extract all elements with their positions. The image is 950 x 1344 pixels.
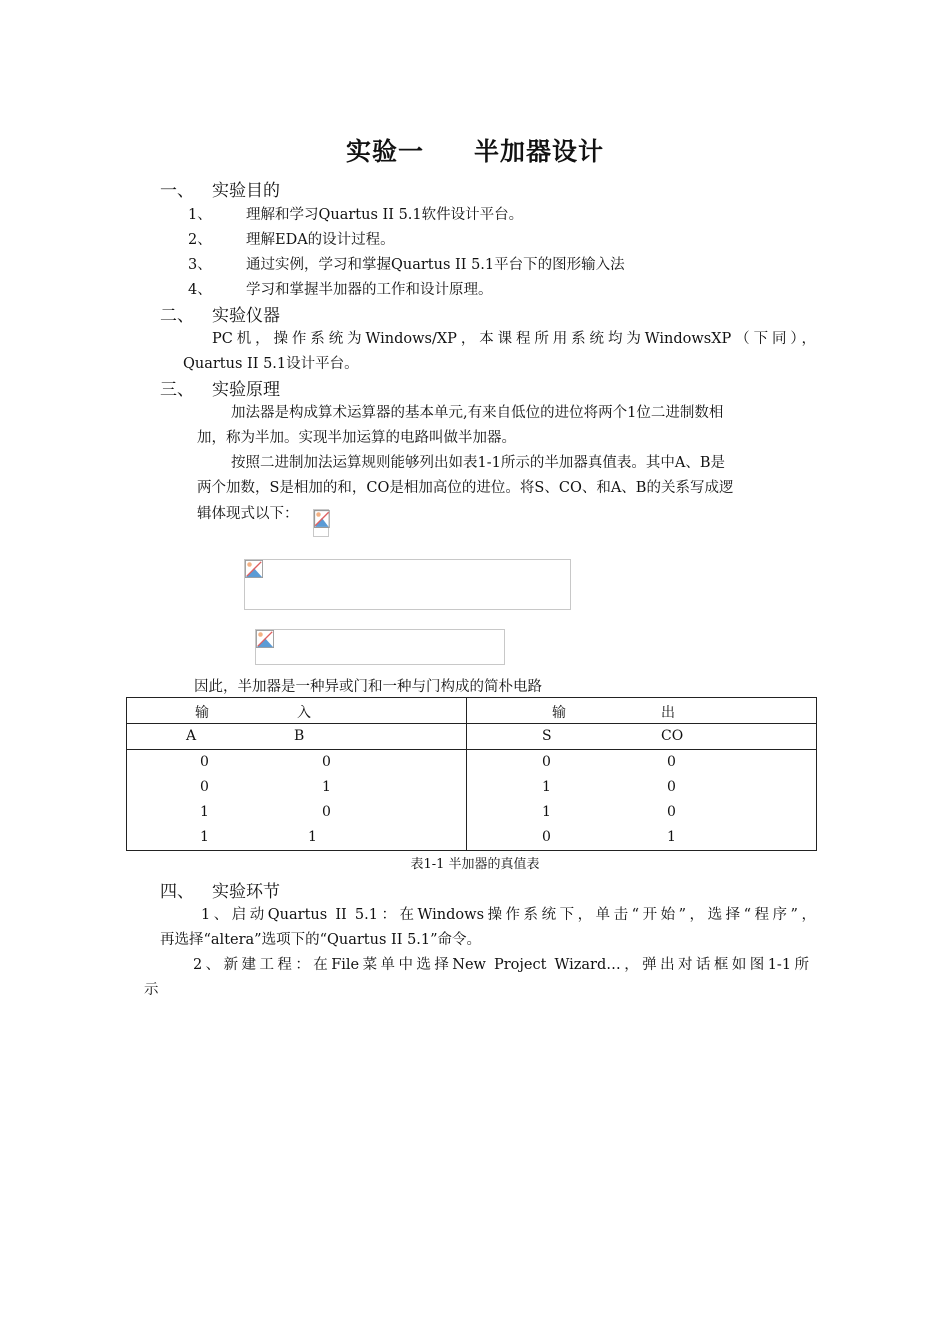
instrument-line-2: Quartus II 5.1设计平台。: [183, 356, 359, 372]
formula-image-co: [255, 629, 505, 665]
section-heading-steps: 四、 实验环节: [160, 882, 280, 902]
table-row: 0 0 0 0: [127, 750, 817, 776]
list-item: 1、 理解和学习Quartus II 5.1软件设计平台。: [188, 207, 524, 223]
step1-line1: 1、启动Quartus II 5.1：在Windows操作系统下，单击“开始”，选择“程序”，: [201, 907, 816, 923]
formula-image-s: [244, 559, 571, 610]
table-caption: 表1-1 半加器的真值表: [410, 857, 540, 872]
table-row: 1 0 1 0: [127, 800, 817, 825]
step1-line2: 再选择“altera”选项下的“Quartus II 5.1”命令。: [160, 932, 482, 948]
instrument-line-1: PC机，操作系统为Windows/XP，本课程所用系统均为WindowsXP（下同），: [212, 331, 816, 347]
list-item: 4、 学习和掌握半加器的工作和设计原理。: [188, 282, 493, 298]
principle-conclusion: 因此，半加器是一种异或门和一种与门构成的简朴电路: [194, 679, 542, 695]
table-row: 0 1 1 0: [127, 775, 817, 800]
table-row: 1 1 0 1: [127, 825, 817, 851]
section-number: 一、: [160, 181, 194, 201]
principle-p1-line1: 加法器是构成算术运算器的基本单元,有来自低位的进位将两个1位二进制数相: [231, 405, 724, 421]
table-header-row: 输 入 输 出: [127, 698, 817, 724]
title-part1: 实验一: [345, 137, 424, 166]
list-item: 2、 理解EDA的设计过程。: [188, 232, 395, 248]
broken-image-icon: [314, 510, 332, 528]
section-heading-objectives: [160, 176, 280, 201]
list-item: 3、 通过实例，学习和掌握Quartus II 5.1平台下的图形输入法: [188, 257, 625, 273]
inline-formula-image: [313, 509, 329, 537]
section-heading-instruments: 二、 实验仪器: [160, 306, 280, 326]
title-part2: 半加器设计: [474, 137, 605, 166]
principle-p2-line2: 两个加数，S是相加的和，CO是相加高位的进位。将S、CO、和A、B的关系写成逻: [197, 480, 734, 496]
principle-p2-line1: 按照二进制加法运算规则能够列出如表1-1所示的半加器真值表。其中A、B是: [231, 455, 725, 471]
step2-line1: 2、新建工程：在File菜单中选择New Project Wizard…，弹出对话框如图1-1所: [193, 957, 809, 973]
principle-p2-line3: 辑体现式以下：: [197, 506, 299, 522]
section-title: 实验目的: [212, 181, 280, 201]
page-title: [0, 132, 950, 168]
step2-line2: 示: [144, 982, 159, 998]
truth-table: [126, 697, 817, 851]
section-heading-principle: 三、 实验原理: [160, 380, 280, 400]
broken-image-icon: [256, 630, 274, 648]
principle-p1-line2: 加，称为半加。实现半加运算的电路叫做半加器。: [197, 430, 516, 446]
table-column-row: A B S CO: [127, 724, 817, 750]
broken-image-icon: [245, 560, 263, 578]
